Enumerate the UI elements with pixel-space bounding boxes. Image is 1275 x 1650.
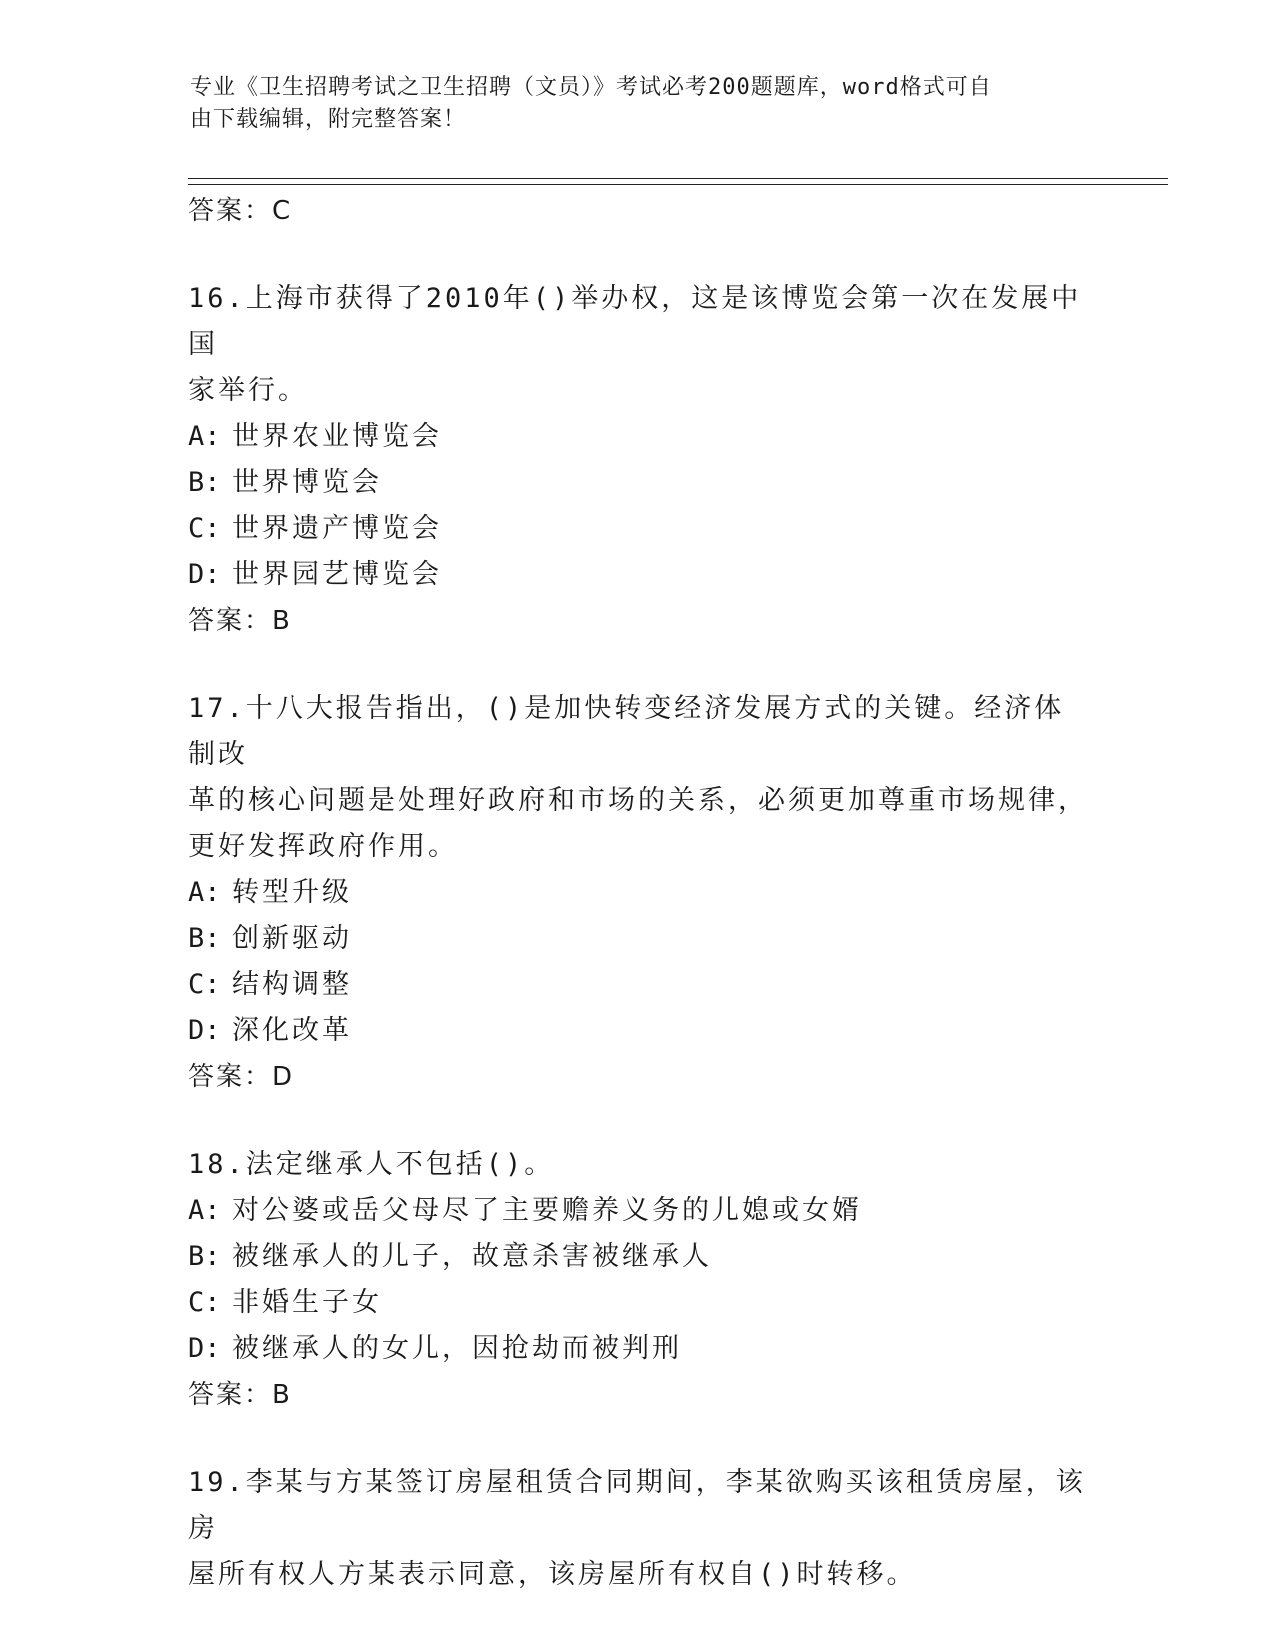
option-a [188,414,1088,460]
option-text: 世界农业博览会 [232,421,442,452]
header-line-2: 由下载编辑，附完整答案！ [190,107,467,132]
option-key: C: [188,1287,221,1318]
question-text-line: 革的核心问题是处理好政府和市场的关系，必须更加尊重市场规律， [188,785,1088,816]
question-list [188,188,1088,1598]
document-header [190,72,1090,136]
answer-line: 答案：D [188,1062,295,1092]
option-text: 对公婆或岳父母尽了主要赡养义务的儿媳或女婿 [232,1195,862,1226]
option-a [188,1188,1088,1234]
answer-line: 答案：B [188,1380,292,1410]
option-text: 世界园艺博览会 [232,559,442,590]
option-b [188,1234,1088,1280]
option-c [188,962,1088,1008]
option-text: 被继承人的女儿，因抢劫而被判刑 [232,1333,682,1364]
question-text-line: 屋所有权人方某表示同意，该房屋所有权自()时转移。 [188,1559,917,1590]
header-line-1: 专业《卫生招聘考试之卫生招聘（文员）》考试必考200题题库，word格式可自 [190,75,992,100]
option-d [188,552,1088,598]
question-text-line: 17.十八大报告指出，()是加快转变经济发展方式的关键。经济体制改 [188,693,1065,770]
option-d [188,1008,1088,1054]
option-key: A: [188,877,221,908]
option-text: 创新驱动 [232,923,352,954]
question-16 [188,276,1088,644]
option-key: C: [188,513,221,544]
option-text: 非婚生子女 [232,1287,382,1318]
option-c [188,506,1088,552]
option-text: 转型升级 [232,877,352,908]
option-key: D: [188,559,221,590]
option-key: D: [188,1333,221,1364]
option-text: 世界遗产博览会 [232,513,442,544]
option-key: A: [188,1195,221,1226]
option-key: B: [188,923,221,954]
option-text: 结构调整 [232,969,352,1000]
header-divider-top [188,178,1168,179]
question-16-text [188,276,1088,414]
option-text: 世界博览会 [232,467,382,498]
option-b [188,460,1088,506]
question-18-text [188,1142,1088,1188]
question-17 [188,686,1088,1100]
question-17-text [188,686,1088,870]
option-b [188,916,1088,962]
question-19 [188,1460,1088,1598]
question-text-line: 16.上海市获得了2010年()举办权，这是该博览会第一次在发展中国 [188,283,1082,360]
question-text-line: 18.法定继承人不包括()。 [188,1149,555,1180]
question-text-line: 19.李某与方某签订房屋租赁合同期间，李某欲购买该租赁房屋，该房 [188,1467,1086,1544]
previous-answer: 答案：C [188,196,293,226]
answer-line: 答案：B [188,606,292,636]
option-key: C: [188,969,221,1000]
option-text: 被继承人的儿子，故意杀害被继承人 [232,1241,712,1272]
question-text-line: 更好发挥政府作用。 [188,831,458,862]
question-text-line: 家举行。 [188,375,308,406]
option-key: B: [188,467,221,498]
option-text: 深化改革 [232,1015,352,1046]
question-18 [188,1142,1088,1418]
option-key: D: [188,1015,221,1046]
option-c [188,1280,1088,1326]
option-key: B: [188,1241,221,1272]
header-divider-bottom [188,184,1168,185]
option-d [188,1326,1088,1372]
option-key: A: [188,421,221,452]
option-a [188,870,1088,916]
question-19-text [188,1460,1088,1598]
